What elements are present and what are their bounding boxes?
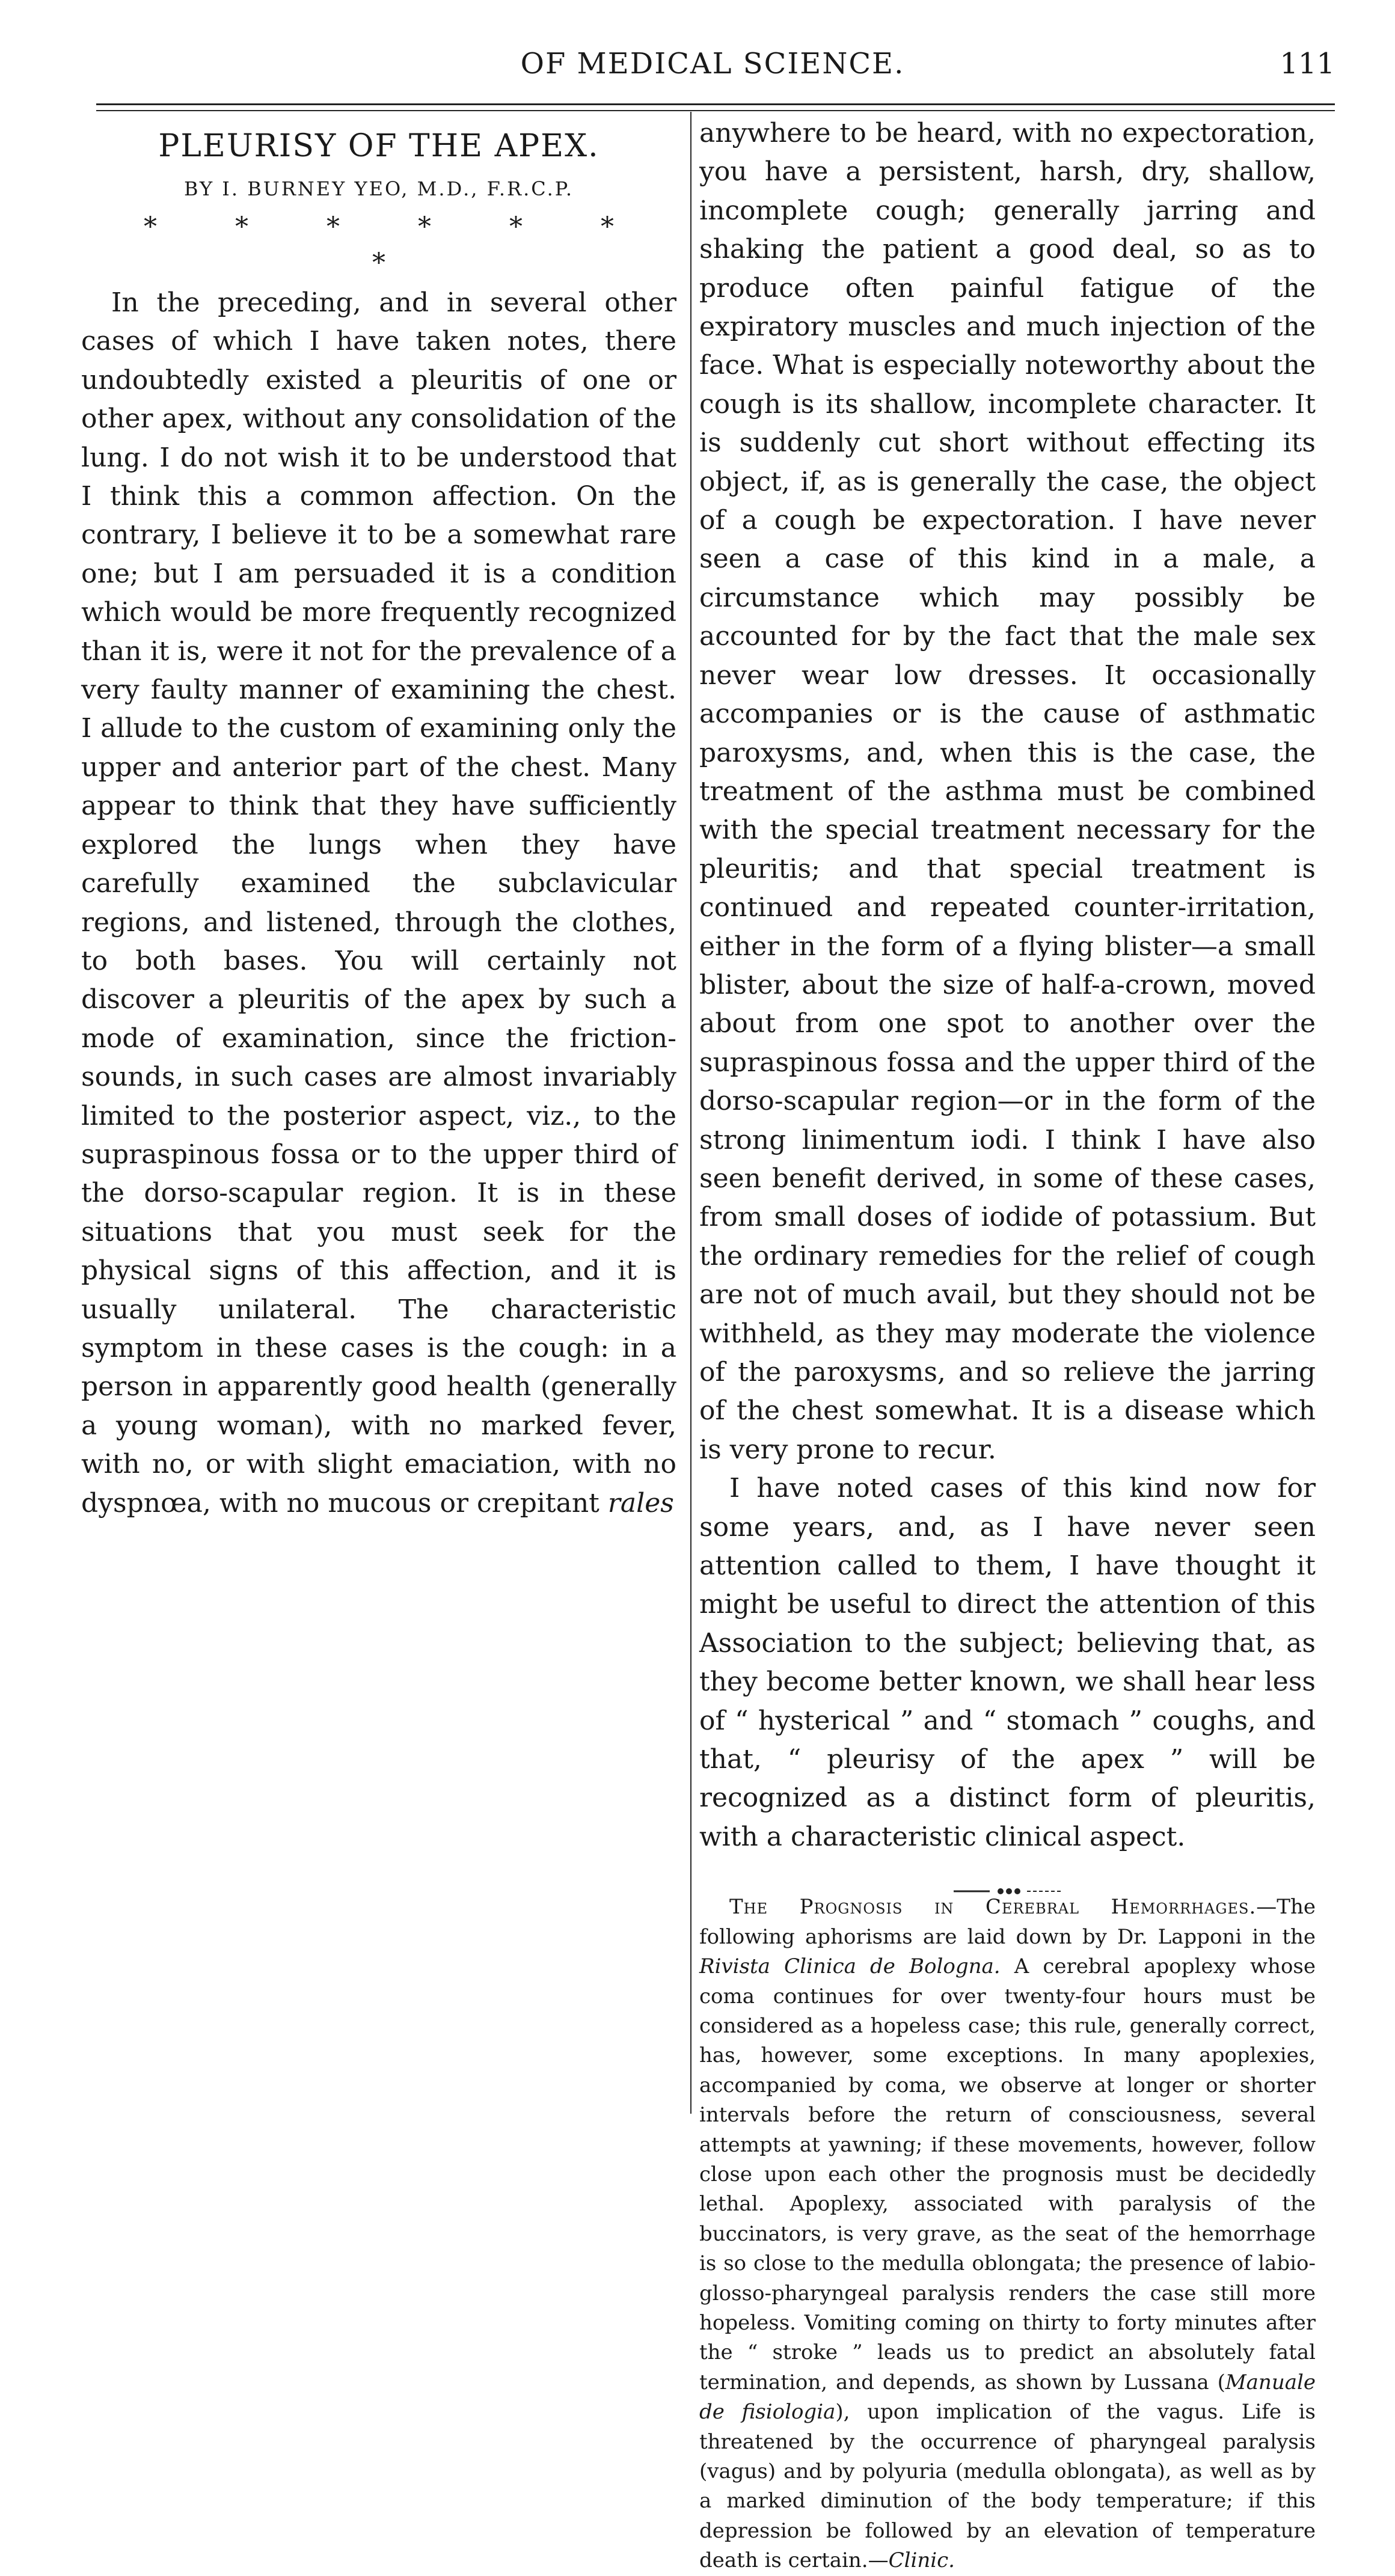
column-divider bbox=[690, 112, 691, 2114]
rales-italic: rales bbox=[607, 1487, 674, 1519]
running-title: OF MEDICAL SCIENCE. bbox=[520, 47, 905, 81]
journal-name: Rivista Clinica de Bologna. bbox=[699, 1954, 1001, 1979]
running-head bbox=[90, 47, 1335, 95]
prognosis-body-1: A cerebral apoplexy whose coma continues for over twenty-four hours must be considered as a hopeless case; this rule, generally correct, has, however, some exceptions. In many apoplexies, accompanied by coma, we observe at longer or shorter intervals before the return of consciousness, several attempts at yawning; if these movements, however, follow close upon each other the prognosis must be decidedly lethal. Apoplexy, associated with paralysis of the buccinators, is very grave, as the seat of the hemorrhage is so close to the medulla oblongata; the presence of labio-glosso-pharyngeal paralysis renders the case still more hopeless. Vomiting coming on thirty to forty minutes after the “ stroke ” leads us to predict an absolutely fatal termination, and depends, as shown by Lussana ( bbox=[699, 1954, 1316, 2394]
header-rule bbox=[96, 103, 1335, 111]
article-byline: BY I. BURNEY YEO, M.D., F.R.C.P. bbox=[183, 177, 574, 200]
left-column bbox=[81, 114, 676, 2122]
article-paragraph-1 bbox=[81, 284, 676, 1523]
prognosis-intro: —The following aphorisms are laid down by Dr. Lapponi in the bbox=[699, 1895, 1316, 1949]
article-title: PLEURISY OF THE APEX. bbox=[158, 128, 599, 164]
prognosis-heading: The Prognosis in Cerebral Hemorrhages. bbox=[729, 1895, 1257, 1920]
right-column bbox=[699, 114, 1316, 2573]
section-ornament bbox=[699, 1870, 1316, 1882]
prognosis-body-2: ), upon implication of the vagus. Life is threatened by the occurrence of pharyngeal paralysis (vagus) and by polyuria (medulla oblongata), as well as by a marked diminution of the body temperature; if this depression be followed by an elevation of temperature death is certain.— bbox=[699, 2400, 1316, 2573]
right-column-flow bbox=[699, 114, 1316, 2576]
prognosis-paragraph bbox=[699, 1892, 1316, 2575]
ellipsis-stars: * * * * * * * bbox=[144, 212, 649, 278]
page-number: 111 bbox=[1280, 47, 1335, 81]
source-name: Clinic. bbox=[888, 2548, 955, 2573]
article-paragraph-1-text: In the preceding, and in several other cases of which I have taken notes, there undoubtedly existed a pleuritis of one or other apex, without any consolidation of the lung. I do not wish it to be understood that I think this a common affection. On the contrary, I believe it to be a somewhat rare one; but I am persuaded it is a condition which would be more frequently recognized than it is, were it not for the prevalence of a very faulty manner of examining the chest. I allude to the custom of examining only the upper and anterior part of the chest. Many appear to think that they have sufficiently explored the lungs when they have carefully examined the subclavicular regions, and listened, through the clothes, to both bases. You will certainly not discover a pleuritis of the apex by such a mode of examination, since the friction-sounds, in such cases are almost invariably limited to the posterior aspect, viz., to the supraspinous fossa or to the upper third of the dorso-scapular region. It is in these situations that you must seek for the physical signs of this affection, and it is usually unilateral. The characteristic symptom in these cases is the cough: in a person in apparently good health (generally a young woman), with no marked fever, with no, or with slight emaciation, with no dyspnœa, with no mucous or crepitant bbox=[81, 287, 676, 1519]
article-paragraph-2: anywhere to be heard, with no expectoration, you have a persistent, harsh, dry, shallow, incomplete cough; generally jarring and shaking the patient a good deal, so as to produce often painful fatigue of the expiratory muscles and much injection of the face. What is especially noteworthy about the cough is its shallow, incomplete character. It is suddenly cut short without effecting its object, if, as is generally the case, the object of a cough be expectoration. I have never seen a case of this kind in a male, a circumstance which may possibly be accounted for by the fact that the male sex never wear low dresses. It occasionally accompanies or is the cause of asthmatic paroxysms, and, when this is the case, the treatment of the asthma must be combined with the special treatment necessary for the pleuritis; and that special treatment is continued and repeated counter-irritation, either in the form of a flying blister—a small blister, about the size of half-a-crown, moved about from one spot to another over the supraspinous fossa and the upper third of the dorso-scapular region—or in the form of the strong linimentum iodi. I think I have also seen benefit derived, in some of these cases, from small doses of iodide of potassium. But the ordinary remedies for the relief of cough are not of much avail, but they should not be withheld, as they may moderate the violence of the paroxysms, and so relieve the jarring of the chest somewhat. It is a disease which is very prone to recur. bbox=[699, 118, 1316, 1465]
article-paragraph-3: I have noted cases of this kind now for some years, and, as I have never seen attention called to them, I have thought it might be useful to direct the attention of this Association to the subject; believing that, as they become better known, we shall hear less of “ hysterical ” and “ stomach ” coughs, and that, “ pleurisy of the apex ” will be recognized as a distinct form of pleuritis, with a characteristic clinical aspect. bbox=[699, 1473, 1316, 1852]
book-title: Manuale de fisiologia bbox=[699, 2370, 1316, 2425]
